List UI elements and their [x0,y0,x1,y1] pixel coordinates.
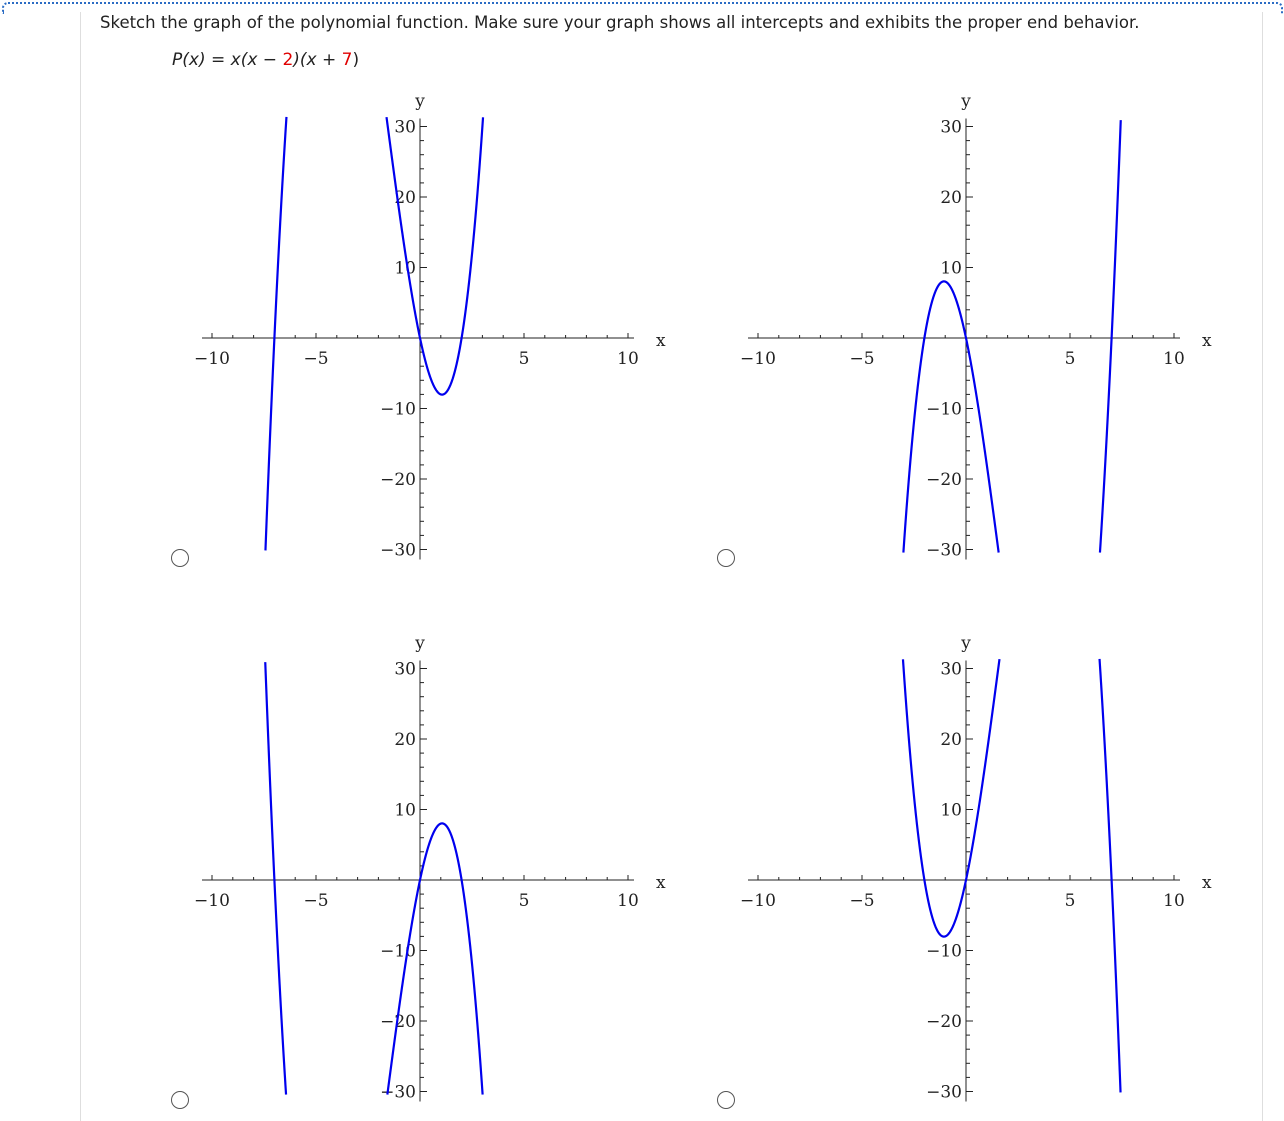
graph-c-x-label: x [656,873,666,893]
formula-root-b: 7 [341,50,353,70]
graph-a-y-tick-label: 10 [394,258,416,279]
choice-c-radio[interactable] [171,1091,189,1109]
graph-c-y-tick-label: −10 [380,941,416,962]
graph-a-x-tick-label: 5 [518,349,530,369]
graph-a-y-tick-label: −20 [380,470,416,490]
graph-b-x-label: x [1202,331,1212,351]
choice-d-radio[interactable] [717,1091,735,1109]
graph-d-y-tick-label: −10 [926,941,962,962]
graph-d-x-tick-label: −5 [849,891,875,911]
graph-d-y-label: y [961,633,971,654]
graph-c-y-tick-label: 30 [394,659,416,680]
graph-a-y-label: y [415,91,425,112]
graph-b-x-tick-label: −5 [849,349,875,369]
graph-b-y-tick-label: 20 [940,188,962,208]
graph-c-y-tick-label: −20 [380,1012,416,1032]
graph-c-x-tick-label: −5 [303,891,329,911]
graph-d-y-tick-label: −30 [926,1082,962,1103]
graph-b [740,92,1212,561]
graph-c-y-tick-label: 10 [394,800,416,821]
formula-part3: ) [352,50,360,70]
graph-a-y-tick-label: −10 [380,399,416,420]
graph-c [194,634,666,1103]
formula-lhs: P(x) [172,50,206,70]
graph-c-x-tick-label: −10 [194,891,230,911]
question-instruction: Sketch the graph of the polynomial function. Make sure your graph shows all intercepts and exhibits the proper end behavior. [100,13,1140,32]
graph-d [740,634,1212,1103]
graph-a-curve [265,117,483,550]
choice-b-radio[interactable] [717,549,735,567]
graph-a-y-tick-label: −30 [380,540,416,561]
graph-a-x-tick-label: −5 [303,349,329,369]
choice-a-radio[interactable] [171,549,189,567]
graph-c-x-tick-label: 10 [617,891,639,911]
graph-c-curve [265,659,482,1094]
graph-a [194,92,666,561]
graph-b-y-tick-label: −30 [926,540,962,561]
formula-equals: = [205,50,231,70]
graph-c-y-tick-label: −30 [380,1082,416,1103]
graph-b-x-tick-label: 10 [1163,349,1185,369]
graph-c-x-tick-label: 5 [518,891,530,911]
graph-b-y-tick-label: −10 [926,399,962,420]
graph-d-y-tick-label: 30 [940,659,962,680]
graph-b-x-tick-label: −10 [740,349,776,369]
graph-d-y-tick-label: 20 [940,730,962,750]
graph-b-y-label: y [961,91,971,112]
graph-d-y-tick-label: −20 [926,1012,962,1032]
graph-d-x-label: x [1202,873,1212,893]
graph-c-y-tick-label: 20 [394,730,416,750]
graph-d-y-tick-label: 10 [940,800,962,821]
graph-b-y-tick-label: 30 [940,117,962,138]
formula-part1: x(x − [230,50,283,70]
graph-a-x-tick-label: −10 [194,349,230,369]
graph-b-x-tick-label: 5 [1064,349,1076,369]
graph-c-y-label: y [415,633,425,654]
graph-d-x-tick-label: 10 [1163,891,1185,911]
graph-d-x-tick-label: −10 [740,891,776,911]
graph-a-x-label: x [656,331,666,351]
graph-b-y-tick-label: −20 [926,470,962,490]
graph-d-x-tick-label: 5 [1064,891,1076,911]
graph-b-y-tick-label: 10 [940,258,962,279]
formula-part2: )(x + [293,50,342,70]
graph-a-x-tick-label: 10 [617,349,639,369]
graph-a-y-tick-label: 30 [394,117,416,138]
graph-a-y-tick-label: 20 [394,188,416,208]
formula-root-a: 2 [282,50,294,70]
